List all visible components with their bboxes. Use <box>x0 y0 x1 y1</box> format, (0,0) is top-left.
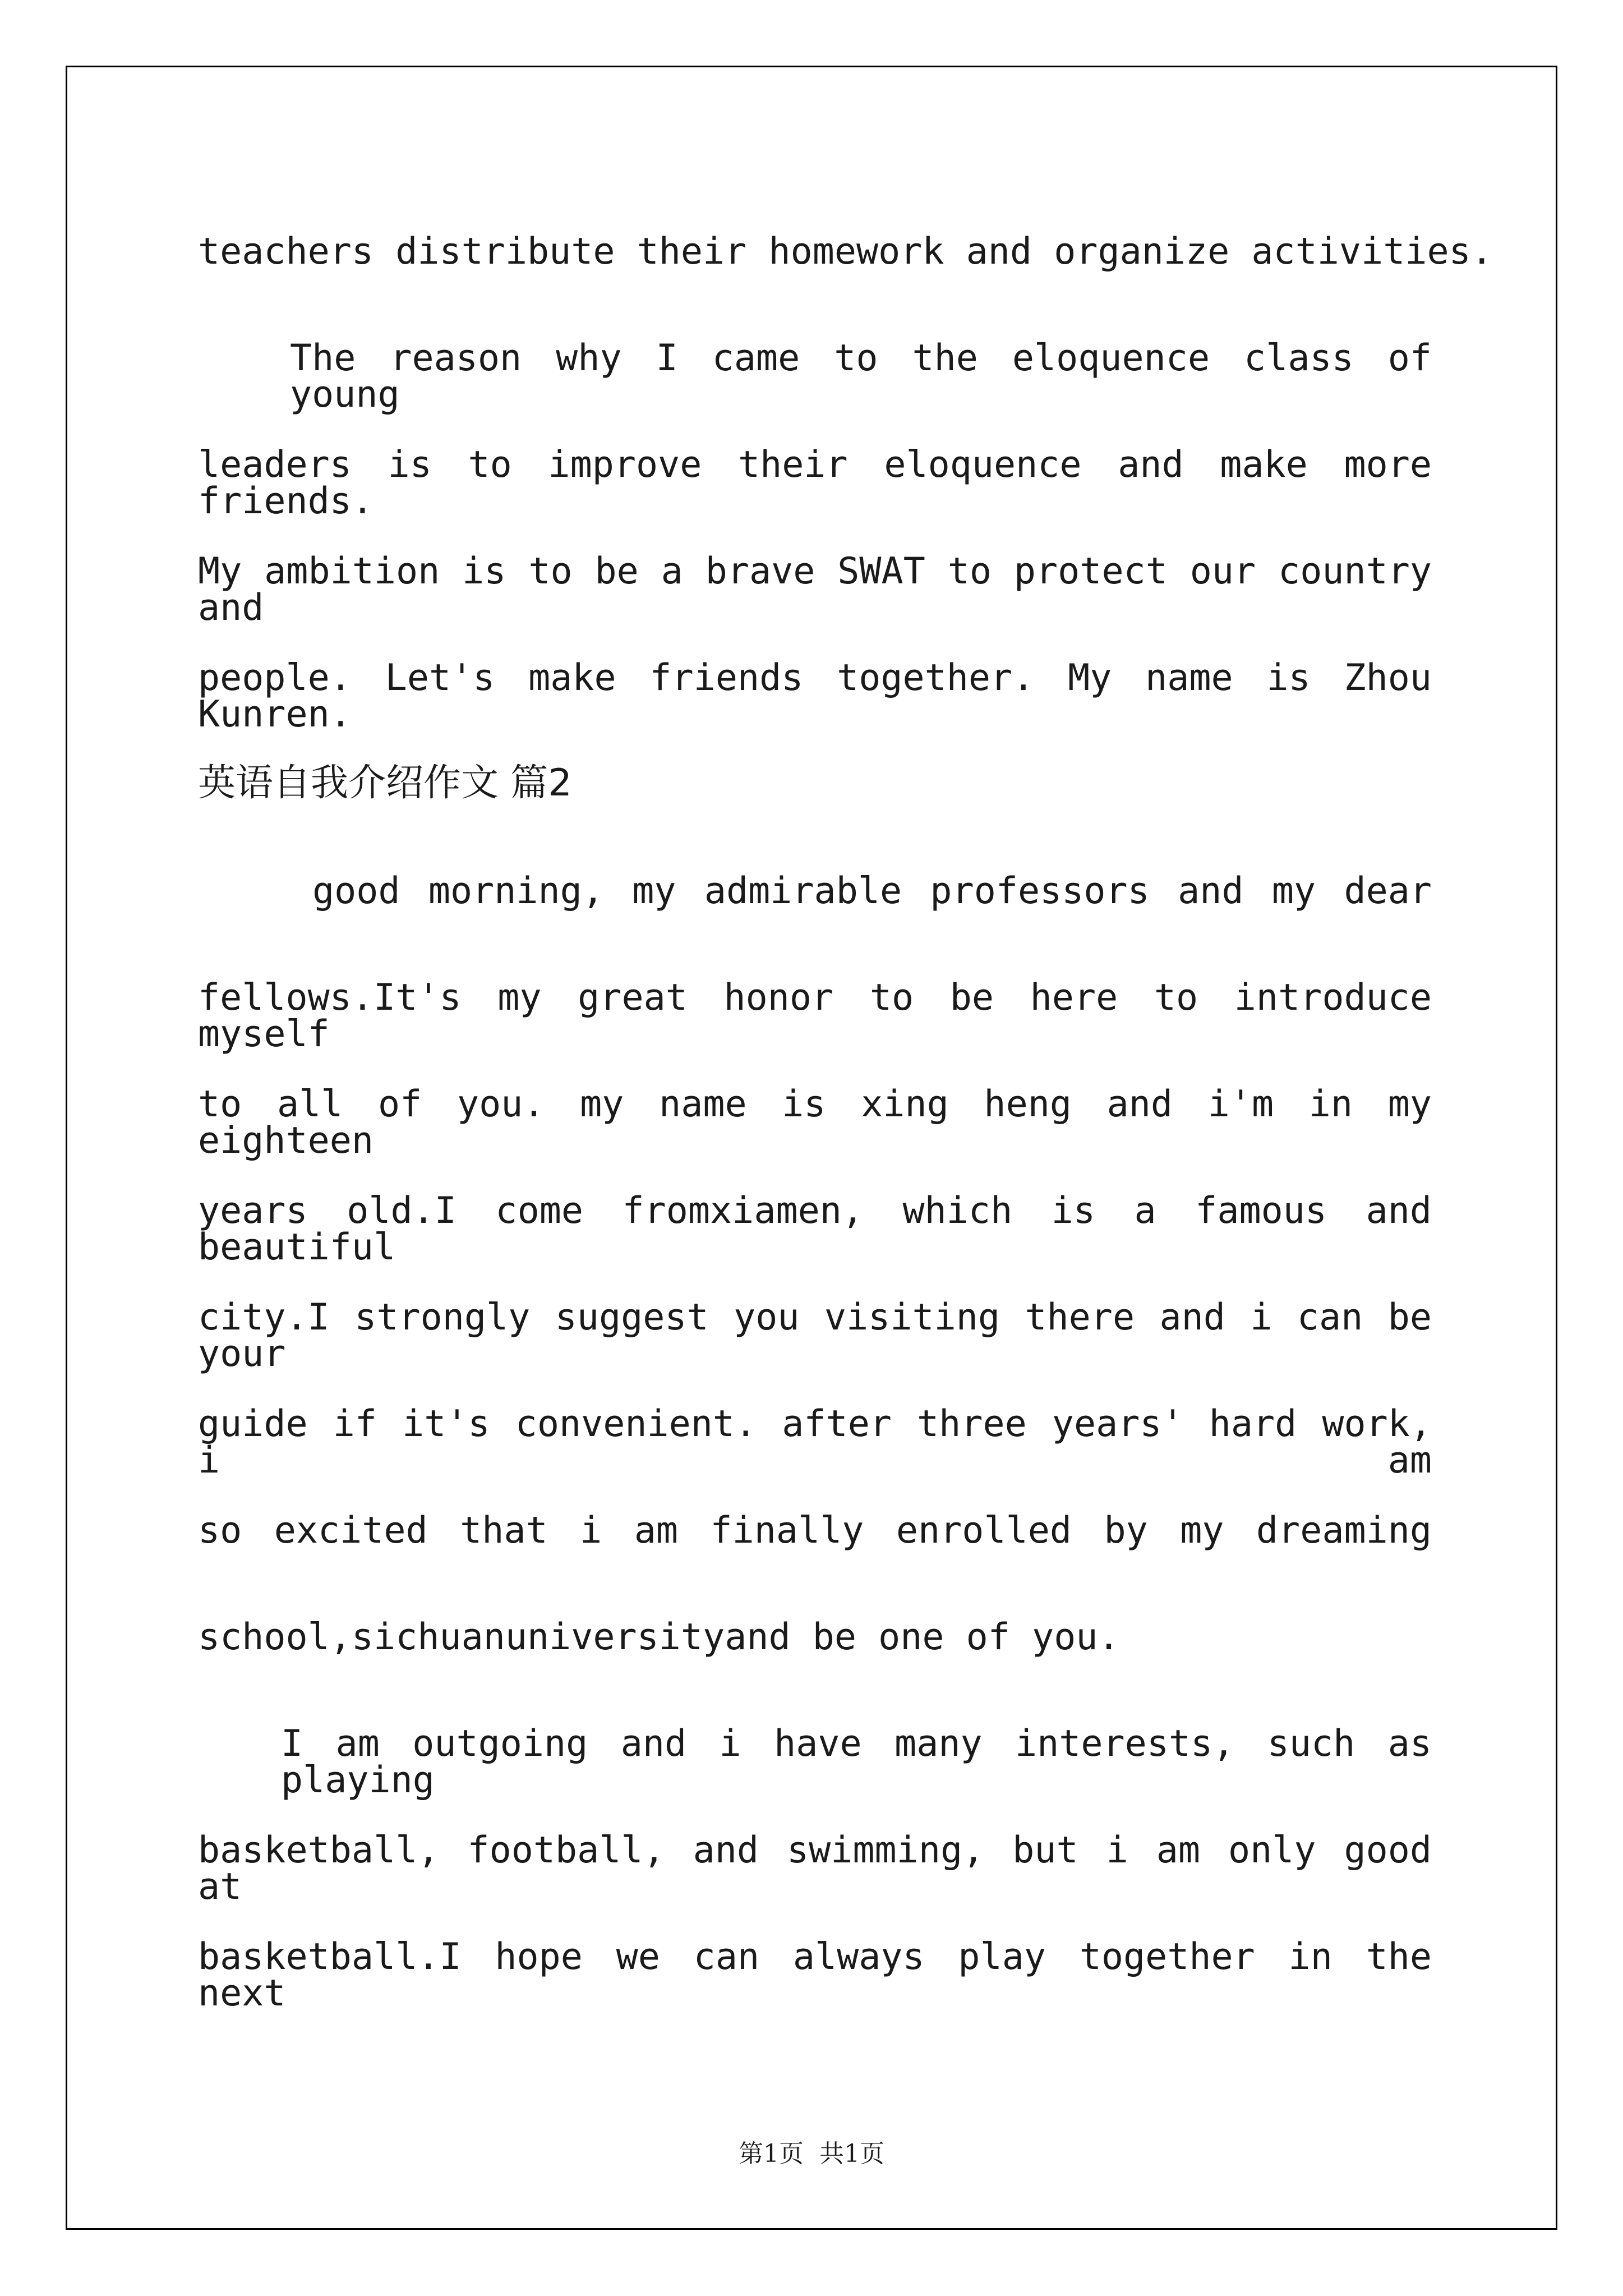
text-line-5: people. Let's make friends together. My name is Zhou Kunren. <box>198 657 1432 735</box>
text-line-2: The reason why I came to the eloquence class of young <box>290 337 1432 416</box>
text-line-8: to all of you. my name is xing heng and i'm in my eighteen <box>198 1083 1432 1162</box>
text-line-16: basketball.I hope we can always play together in the next <box>198 1936 1432 2014</box>
text-line-7: fellows.It's my great honor to be here to introduce myself <box>198 977 1432 1055</box>
text-line-13: school,sichuanuniversityand be one of you. <box>198 1616 1120 1658</box>
text-line-1: teachers distribute their homework and organize activities. <box>198 231 1493 273</box>
text-line-14: I am outgoing and i have many interests, such as playing <box>281 1723 1432 1801</box>
text-line-10: city.I strongly suggest you visiting there and i can be your <box>198 1296 1432 1375</box>
page-number-footer: 第1页 共1页 <box>739 2139 884 2168</box>
text-line-9: years old.I come fromxiamen, which is a famous and beautiful <box>198 1190 1432 1268</box>
text-line-12: so excited that i am finally enrolled by my dreaming <box>198 1510 1432 1552</box>
section-heading: 英语自我介绍作文 篇2 <box>198 761 572 804</box>
text-line-11: guide if it's convenient. after three years' hard work, i am <box>198 1403 1432 1481</box>
text-line-6: good morning, my admirable professors and my dear <box>312 870 1432 912</box>
text-line-3: leaders is to improve their eloquence and make more friends. <box>198 444 1432 522</box>
text-line-4: My ambition is to be a brave SWAT to protect our country and <box>198 550 1432 629</box>
text-line-15: basketball, football, and swimming, but i am only good at <box>198 1829 1432 1908</box>
